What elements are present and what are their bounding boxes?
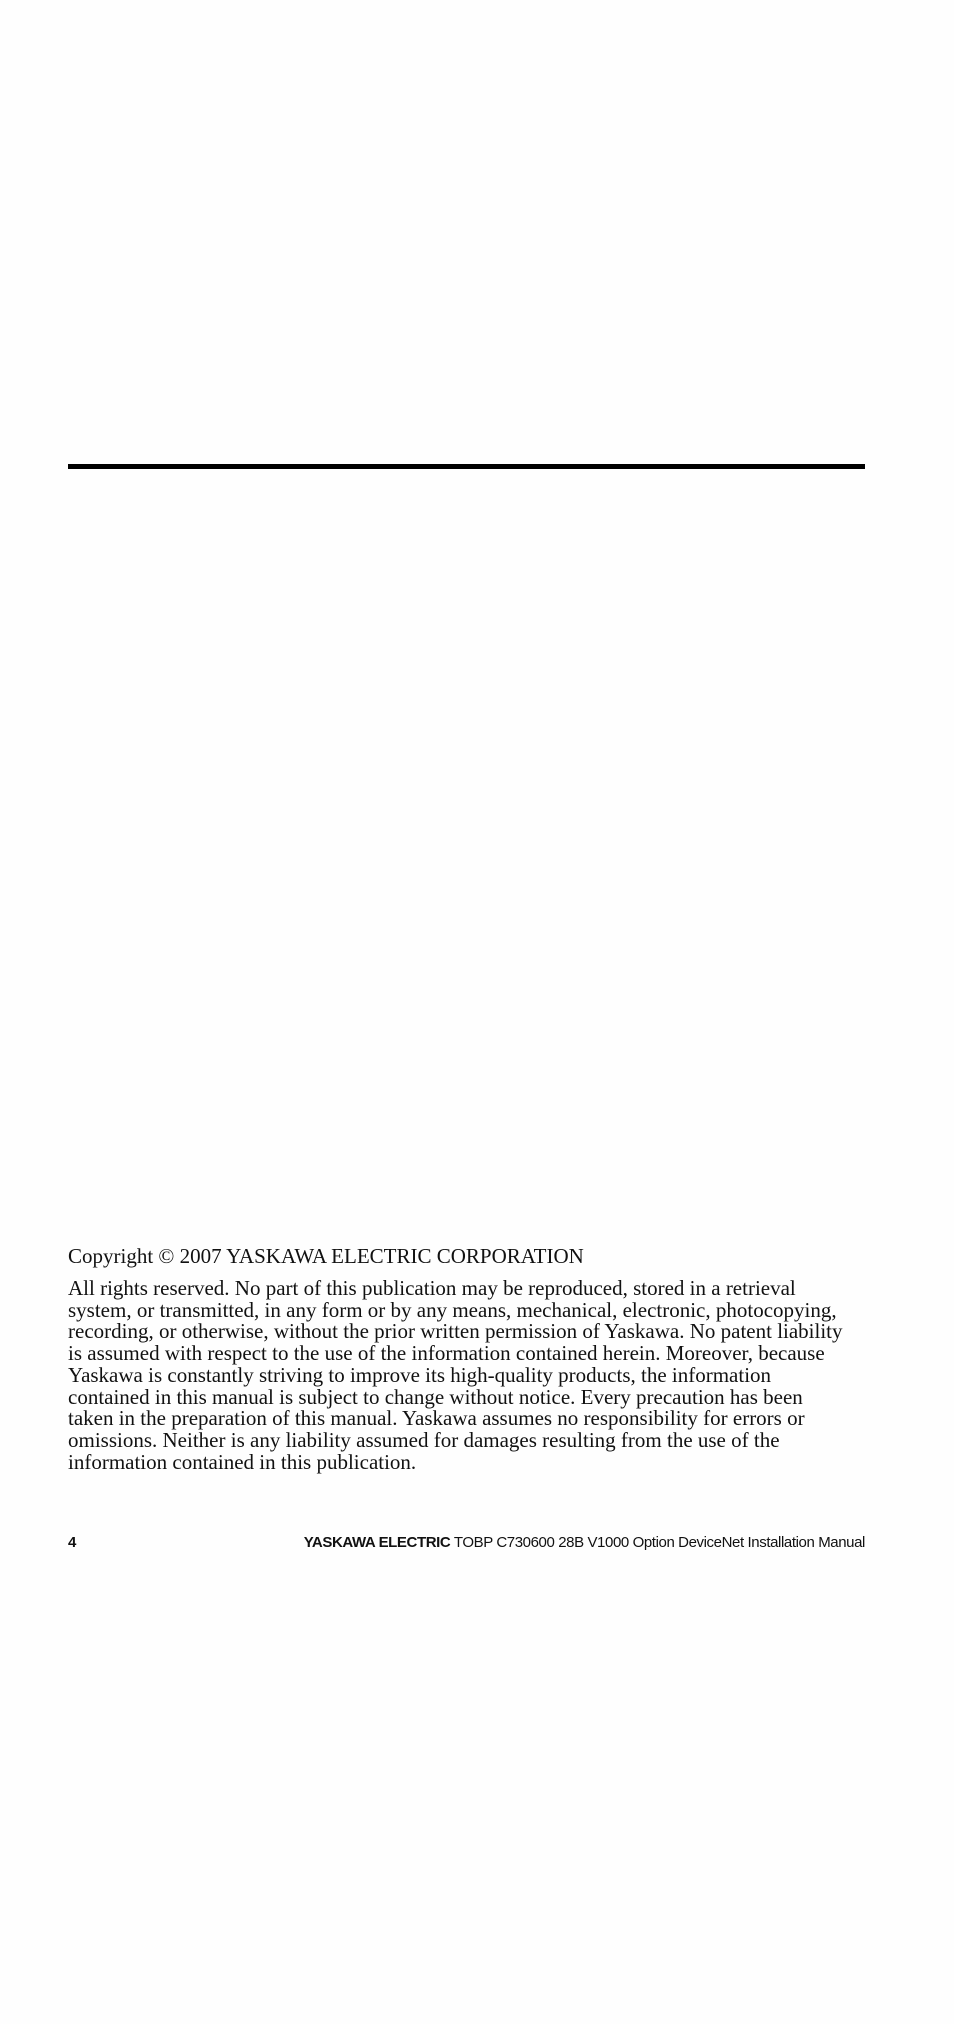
horizontal-rule (68, 464, 865, 469)
paragraph-line: is assumed with respect to the use of the information contained herein. Moreover, because (68, 1341, 825, 1366)
paragraph-line: taken in the preparation of this manual. Yaskawa assumes no responsibility for errors or (68, 1406, 805, 1431)
page-number: 4 (68, 1534, 77, 1551)
footer-document-title (304, 1532, 865, 1554)
paragraph-line: omissions. Neither is any liability assumed for damages resulting from the use of the (68, 1427, 780, 1452)
paragraph-line: system, or transmitted, in any form or by any means, mechanical, electronic, photocopying, (68, 1297, 837, 1322)
paragraph-line: contained in this manual is subject to change without notice. Every precaution has been (68, 1384, 803, 1409)
paragraph-line: Yaskawa is constantly striving to improve its high-quality products, the information (68, 1362, 772, 1387)
rights-reserved-paragraph (68, 1278, 868, 1473)
brand-name: YASKAWA ELECTRIC (303, 1534, 451, 1551)
paragraph-line: recording, or otherwise, without the prior written permission of Yaskawa. No patent liability (68, 1319, 843, 1344)
copyright-notice: Copyright © 2007 YASKAWA ELECTRIC CORPORATION (68, 1244, 584, 1268)
paragraph-line: information contained in this publication. (68, 1449, 417, 1474)
page-footer (68, 1532, 865, 1554)
paragraph-line: All rights reserved. No part of this publication may be reproduced, stored in a retrieval (68, 1276, 796, 1300)
manual-title: TOBP C730600 28B V1000 Option DeviceNet Installation Manual (453, 1534, 865, 1551)
